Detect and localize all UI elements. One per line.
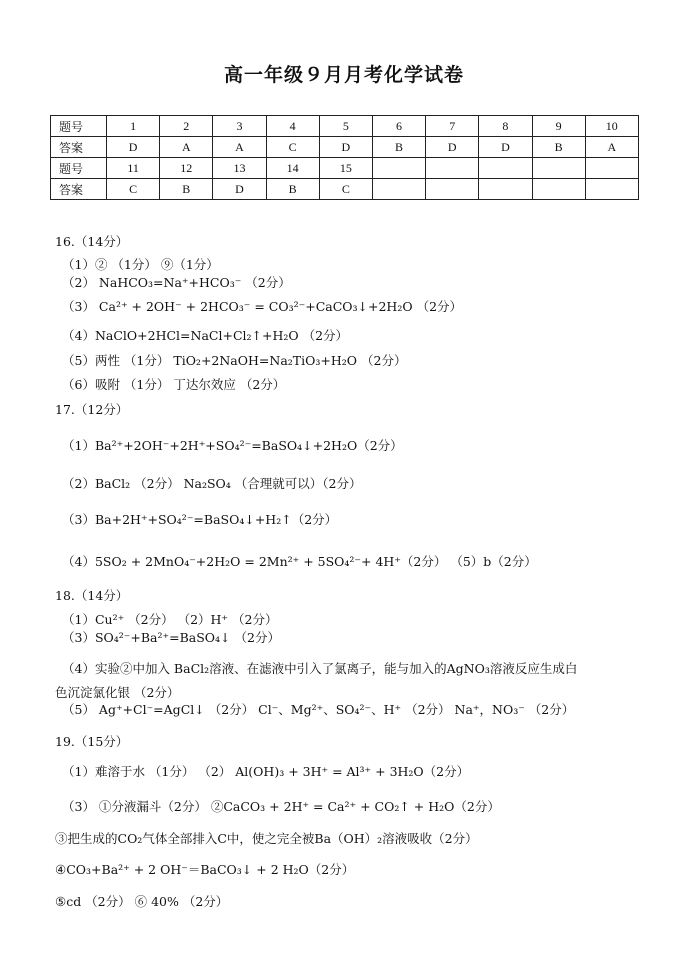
question-number-label: 题号 [51,116,107,137]
answer-line: （6）吸附 （1分） 丁达尔效应 （2分） [62,377,286,392]
table-cell [372,179,425,200]
page-title: 高一年级９月月考化学试卷 [223,64,464,86]
table-cell: 6 [372,116,425,137]
table-cell: B [160,179,213,200]
table-cell: D [213,179,266,200]
table-cell [532,158,585,179]
table-cell: A [585,137,638,158]
table-cell: A [160,137,213,158]
table-cell: 8 [479,116,532,137]
answer-line: （2） NaHCO₃=Na⁺+HCO₃⁻ （2分） [62,275,291,290]
answer-line: （4）NaClO+2HCl=NaCl+Cl₂↑+H₂O （2分） [62,328,349,343]
question-17-header: 17.（12分） [55,402,129,417]
answer-line: （1）Ba²⁺+2OH⁻+2H⁺+SO₄²⁻=BaSO₄↓+2H₂O（2分） [62,438,403,453]
answer-line: （4）5SO₂ + 2MnO₄⁻+2H₂O = 2Mn²⁺ + 5SO₄²⁻+ 4H⁺（2分） （5）b（2分） [62,554,537,569]
answer-line: （3）Ba+2H⁺+SO₄²⁻=BaSO₄↓+H₂↑（2分） [62,512,338,527]
table-row [51,116,639,137]
table-cell: 12 [160,158,213,179]
answer-line: （4）实验②中加入 BaCl₂溶液、在滤液中引入了氯离子，能与加入的AgNO₃溶液反应生成白 [62,661,578,676]
table-cell: D [426,137,479,158]
table-cell: D [319,137,372,158]
table-cell: 5 [319,116,372,137]
answer-line: （3） ①分液漏斗（2分） ②CaCO₃ + 2H⁺ = Ca²⁺ + CO₂↑ + H₂O（2分） [62,799,500,814]
answer-table [50,115,639,200]
answer-line: （3） Ca²⁺ + 2OH⁻ + 2HCO₃⁻ = CO₃²⁻+CaCO₃↓+2H₂O （2分） [62,299,463,314]
table-cell [585,158,638,179]
table-cell: 2 [160,116,213,137]
table-cell: D [479,137,532,158]
table-cell [532,179,585,200]
table-cell: 9 [532,116,585,137]
table-cell: D [107,137,160,158]
table-row [51,137,639,158]
answer-line: （1）② （1分） ⑨（1分） [62,257,219,272]
table-cell: B [266,179,319,200]
table-cell [479,158,532,179]
table-cell: 13 [213,158,266,179]
answer-line: （1）Cu²⁺ （2分） （2）H⁺ （2分） [62,612,278,627]
question-16-header: 16.（14分） [55,234,129,249]
table-cell: B [372,137,425,158]
answer-line: （1）难溶于水 （1分） （2） Al(OH)₃ + 3H⁺ = Al³⁺ + 3H₂O（2分） [62,764,470,779]
answer-line: （5） Ag⁺+Cl⁻=AgCl↓ （2分） Cl⁻、Mg²⁺、SO₄²⁻、H⁺ （2分） Na⁺，NO₃⁻ （2分） [62,702,575,717]
table-cell [426,179,479,200]
table-cell: 1 [107,116,160,137]
question-19-header: 19.（15分） [55,734,129,749]
question-18-header: 18.（14分） [55,588,129,603]
table-cell: 7 [426,116,479,137]
answer-line: ④CO₃+Ba²⁺ + 2 OH⁻＝BaCO₃↓ + 2 H₂O（2分） [55,862,355,877]
table-cell: 10 [585,116,638,137]
answer-line: 色沉淀氯化银 （2分） [55,685,180,700]
table-row [51,179,639,200]
answer-line: （5）两性 （1分） TiO₂+2NaOH=Na₂TiO₃+H₂O （2分） [62,353,407,368]
table-cell: C [107,179,160,200]
answer-line: （2）BaCl₂ （2分） Na₂SO₄ （合理就可以）（2分） [62,476,362,491]
table-cell: 3 [213,116,266,137]
table-cell [479,179,532,200]
answer-line: ⑤cd （2分） ⑥ 40% （2分） [55,894,229,909]
answer-label: 答案 [51,137,107,158]
table-cell: A [213,137,266,158]
answer-line: （3）SO₄²⁻+Ba²⁺=BaSO₄↓ （2分） [62,630,280,645]
table-cell: B [532,137,585,158]
table-cell [585,179,638,200]
table-cell: 14 [266,158,319,179]
table-row [51,158,639,179]
table-cell: 4 [266,116,319,137]
answer-label: 答案 [51,179,107,200]
table-cell [372,158,425,179]
answer-line: ③把生成的CO₂气体全部排入C中，使之完全被Ba（OH）₂溶液吸收（2分） [55,831,478,846]
table-cell: C [266,137,319,158]
table-cell: 15 [319,158,372,179]
table-cell [426,158,479,179]
table-cell: C [319,179,372,200]
table-cell: 11 [107,158,160,179]
question-number-label: 题号 [51,158,107,179]
